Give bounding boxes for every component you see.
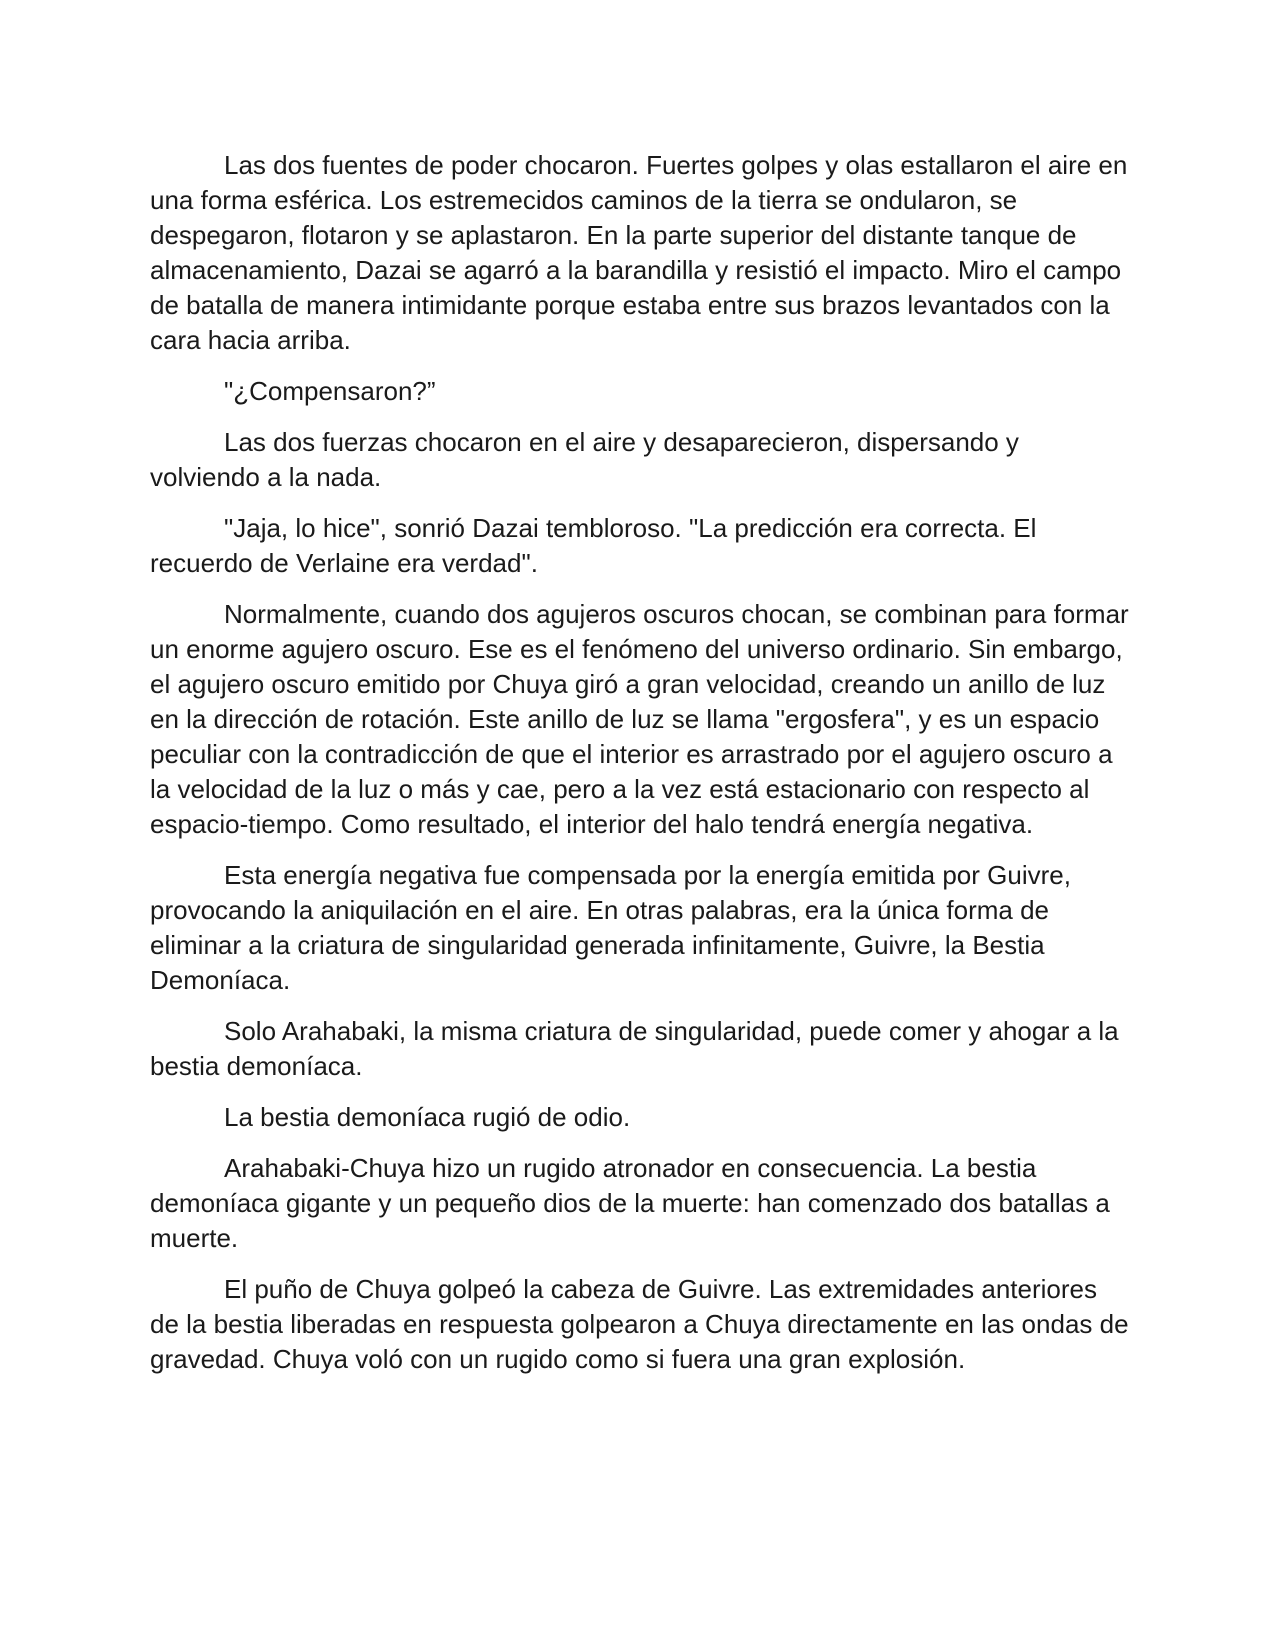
- paragraph: Arahabaki-Chuya hizo un rugido atronador en consecuencia. La bestia demoníaca gigante y un pequeño dios de la muerte: han comenzado dos batallas a muerte.: [150, 1153, 1110, 1253]
- paragraph: Normalmente, cuando dos agujeros oscuros chocan, se combinan para formar un enorme agujero oscuro. Ese es el fenómeno del universo ordinario. Sin embargo, el agujero oscuro emitido por Chuya giró a gran velocidad, creando un anillo de luz en la dirección de rotación. Este anillo de luz se llama "ergosfera", y es un espacio peculiar con la contradicción de que el interior es arrastrado por el agujero oscuro a la velocidad de la luz o más y cae, pero a la vez está estacionario con respecto al espacio-tiempo. Como resultado, el interior del halo tendrá energía negativa.: [150, 599, 1129, 839]
- paragraph: Las dos fuentes de poder chocaron. Fuertes golpes y olas estallaron el aire en una forma esférica. Los estremecidos caminos de la tierra se ondularon, se despegaron, flotaron y se aplastaron. En la parte superior del distante tanque de almacenamiento, Dazai se agarró a la barandilla y resistió el impacto. Miro el campo de batalla de manera intimidante porque estaba entre sus brazos levantados con la cara hacia arriba.: [150, 150, 1128, 355]
- paragraph: "¿Compensaron?”: [224, 376, 436, 406]
- body-text: [150, 148, 1130, 1393]
- paragraph: Solo Arahabaki, la misma criatura de singularidad, puede comer y ahogar a la bestia demoníaca.: [150, 1016, 1119, 1081]
- paragraph: La bestia demoníaca rugió de odio.: [224, 1102, 631, 1132]
- paragraph: Las dos fuerzas chocaron en el aire y desaparecieron, dispersando y volviendo a la nada.: [150, 427, 1019, 492]
- paragraph: Esta energía negativa fue compensada por la energía emitida por Guivre, provocando la aniquilación en el aire. En otras palabras, era la única forma de eliminar a la criatura de singularidad generada infinitamente, Guivre, la Bestia Demoníaca.: [150, 860, 1071, 995]
- paragraph: "Jaja, lo hice", sonrió Dazai tembloroso. "La predicción era correcta. El recuerdo de Verlaine era verdad".: [150, 513, 1037, 578]
- paragraph: El puño de Chuya golpeó la cabeza de Guivre. Las extremidades anteriores de la bestia liberadas en respuesta golpearon a Chuya directamente en las ondas de gravedad. Chuya voló con un rugido como si fuera una gran explosión.: [150, 1274, 1129, 1374]
